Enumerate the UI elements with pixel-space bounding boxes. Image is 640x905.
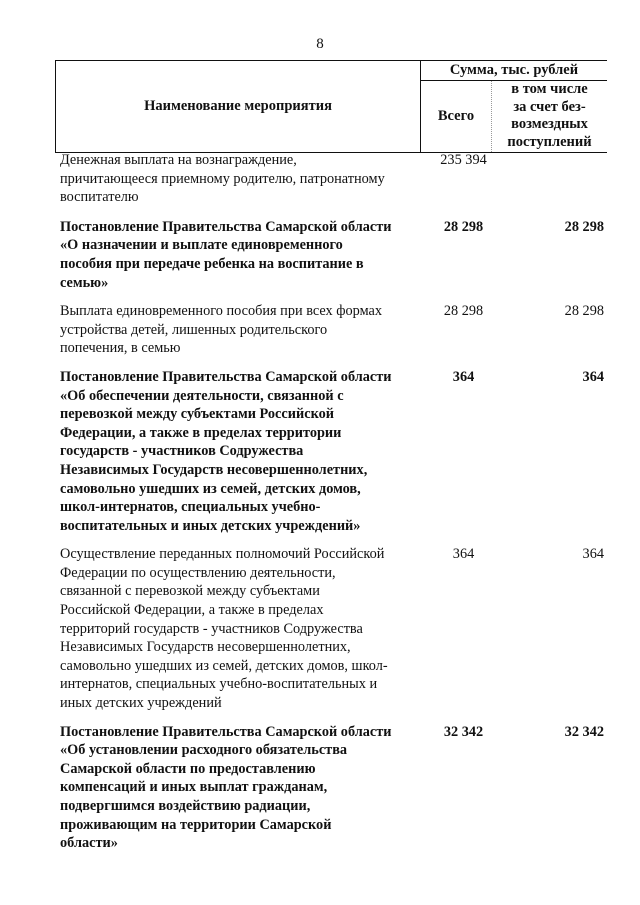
row-name-line: проживающим на территории Самарской bbox=[60, 816, 332, 833]
row-name bbox=[60, 218, 419, 292]
row-name-line: Самарской области по предоставлению bbox=[60, 760, 316, 777]
row-name-line: самовольно ушедших из семей, детских домов, bbox=[60, 480, 361, 497]
row-name-line: связанной с перевозкой между субъектами bbox=[60, 583, 320, 600]
row-total: 28 298 bbox=[443, 218, 484, 235]
table-row bbox=[60, 151, 606, 207]
row-name-line: области» bbox=[60, 835, 118, 852]
row-total: 28 298 bbox=[443, 303, 484, 320]
row-name-line: семью» bbox=[60, 274, 109, 291]
row-name-line: Федерации, а также в пределах территории bbox=[60, 424, 342, 441]
row-including: 28 298 bbox=[564, 218, 604, 235]
row-name-line: Федерации по осуществлению деятельности, bbox=[60, 564, 336, 581]
row-total: 32 342 bbox=[443, 723, 484, 740]
row-name-line: Постановление Правительства Самарской области bbox=[60, 368, 392, 385]
row-name-line: перевозкой между субъектами Российской bbox=[60, 406, 335, 423]
row-name-line: воспитательных и иных детских учреждений» bbox=[60, 517, 361, 534]
row-including: 32 342 bbox=[564, 723, 604, 740]
row-name-line: компенсаций и иных выплат гражданам, bbox=[60, 779, 328, 796]
row-name-line: Выплата единовременного пособия при всех формах bbox=[60, 303, 383, 320]
row-name-line: государств - участников Содружества bbox=[60, 443, 304, 460]
row-name-line: Независимых Государств несовершеннолетних, bbox=[60, 639, 351, 656]
row-total: 235 394 bbox=[440, 152, 487, 168]
header-including-line: поступлений bbox=[507, 133, 592, 150]
row-including: 364 bbox=[582, 546, 604, 563]
header-including-line: за счет без- bbox=[513, 98, 586, 115]
table-row bbox=[60, 368, 606, 535]
row-name-line: Российской Федерации, а также в пределах bbox=[60, 602, 324, 619]
table-row bbox=[60, 218, 606, 292]
table-row bbox=[60, 302, 606, 358]
row-total: 364 bbox=[452, 546, 475, 563]
row-name-line: устройства детей, лишенных родительского bbox=[60, 321, 328, 338]
row-name-line: Независимых Государств несовершеннолетних, bbox=[60, 461, 368, 478]
row-name bbox=[60, 368, 419, 535]
table-row bbox=[60, 545, 606, 712]
table-header bbox=[55, 60, 607, 153]
row-name-line: попечения, в семью bbox=[60, 340, 181, 357]
table-row bbox=[60, 723, 606, 853]
row-name-line: подвергшимся воздействию радиации, bbox=[60, 798, 311, 814]
header-total-column: Всего bbox=[421, 81, 492, 152]
page-number: 8 bbox=[316, 36, 324, 52]
row-name-line: воспитателю bbox=[60, 189, 139, 206]
row-name-line: «О назначении и выплате единовременного bbox=[60, 237, 343, 254]
row-name-line: самовольно ушедших из семей, детских домов, школ- bbox=[60, 657, 388, 674]
row-name bbox=[60, 302, 419, 358]
row-name-line: пособия при передаче ребенка на воспитание в bbox=[60, 255, 364, 272]
row-total: 364 bbox=[452, 368, 475, 385]
header-name-column: Наименование мероприятия bbox=[56, 61, 421, 152]
header-including-column bbox=[492, 81, 607, 152]
row-name-line: «Об обеспечении деятельности, связанной с bbox=[60, 387, 344, 404]
row-name-line: территорий государств - участников Содружества bbox=[60, 620, 363, 637]
row-name-line: Постановление Правительства Самарской области bbox=[60, 218, 392, 235]
row-name-line: иных детских учреждений bbox=[60, 695, 222, 712]
row-name-line: Денежная выплата на вознаграждение, bbox=[60, 152, 297, 168]
row-name-line: интернатов, специальных учебно-воспитательных и bbox=[60, 676, 378, 693]
row-including: 28 298 bbox=[564, 303, 604, 320]
table-body bbox=[60, 151, 606, 853]
row-name-line: причитающееся приемному родителю, патронатному bbox=[60, 170, 385, 187]
header-including-line: в том числе bbox=[511, 81, 588, 97]
row-including: 364 bbox=[582, 368, 604, 385]
row-including bbox=[508, 151, 606, 207]
row-name-line: Осуществление переданных полномочий Российской bbox=[60, 546, 385, 563]
row-name-line: школ-интернатов, специальных учебно- bbox=[60, 499, 321, 516]
row-name bbox=[60, 151, 419, 207]
header-sum-column: Сумма, тыс. рублей bbox=[421, 61, 607, 81]
row-name bbox=[60, 723, 419, 853]
row-name-line: «Об установлении расходного обязательства bbox=[60, 742, 348, 759]
row-name-line: Постановление Правительства Самарской области bbox=[60, 723, 392, 740]
row-name bbox=[60, 545, 419, 712]
header-including-line: возмездных bbox=[511, 116, 588, 132]
